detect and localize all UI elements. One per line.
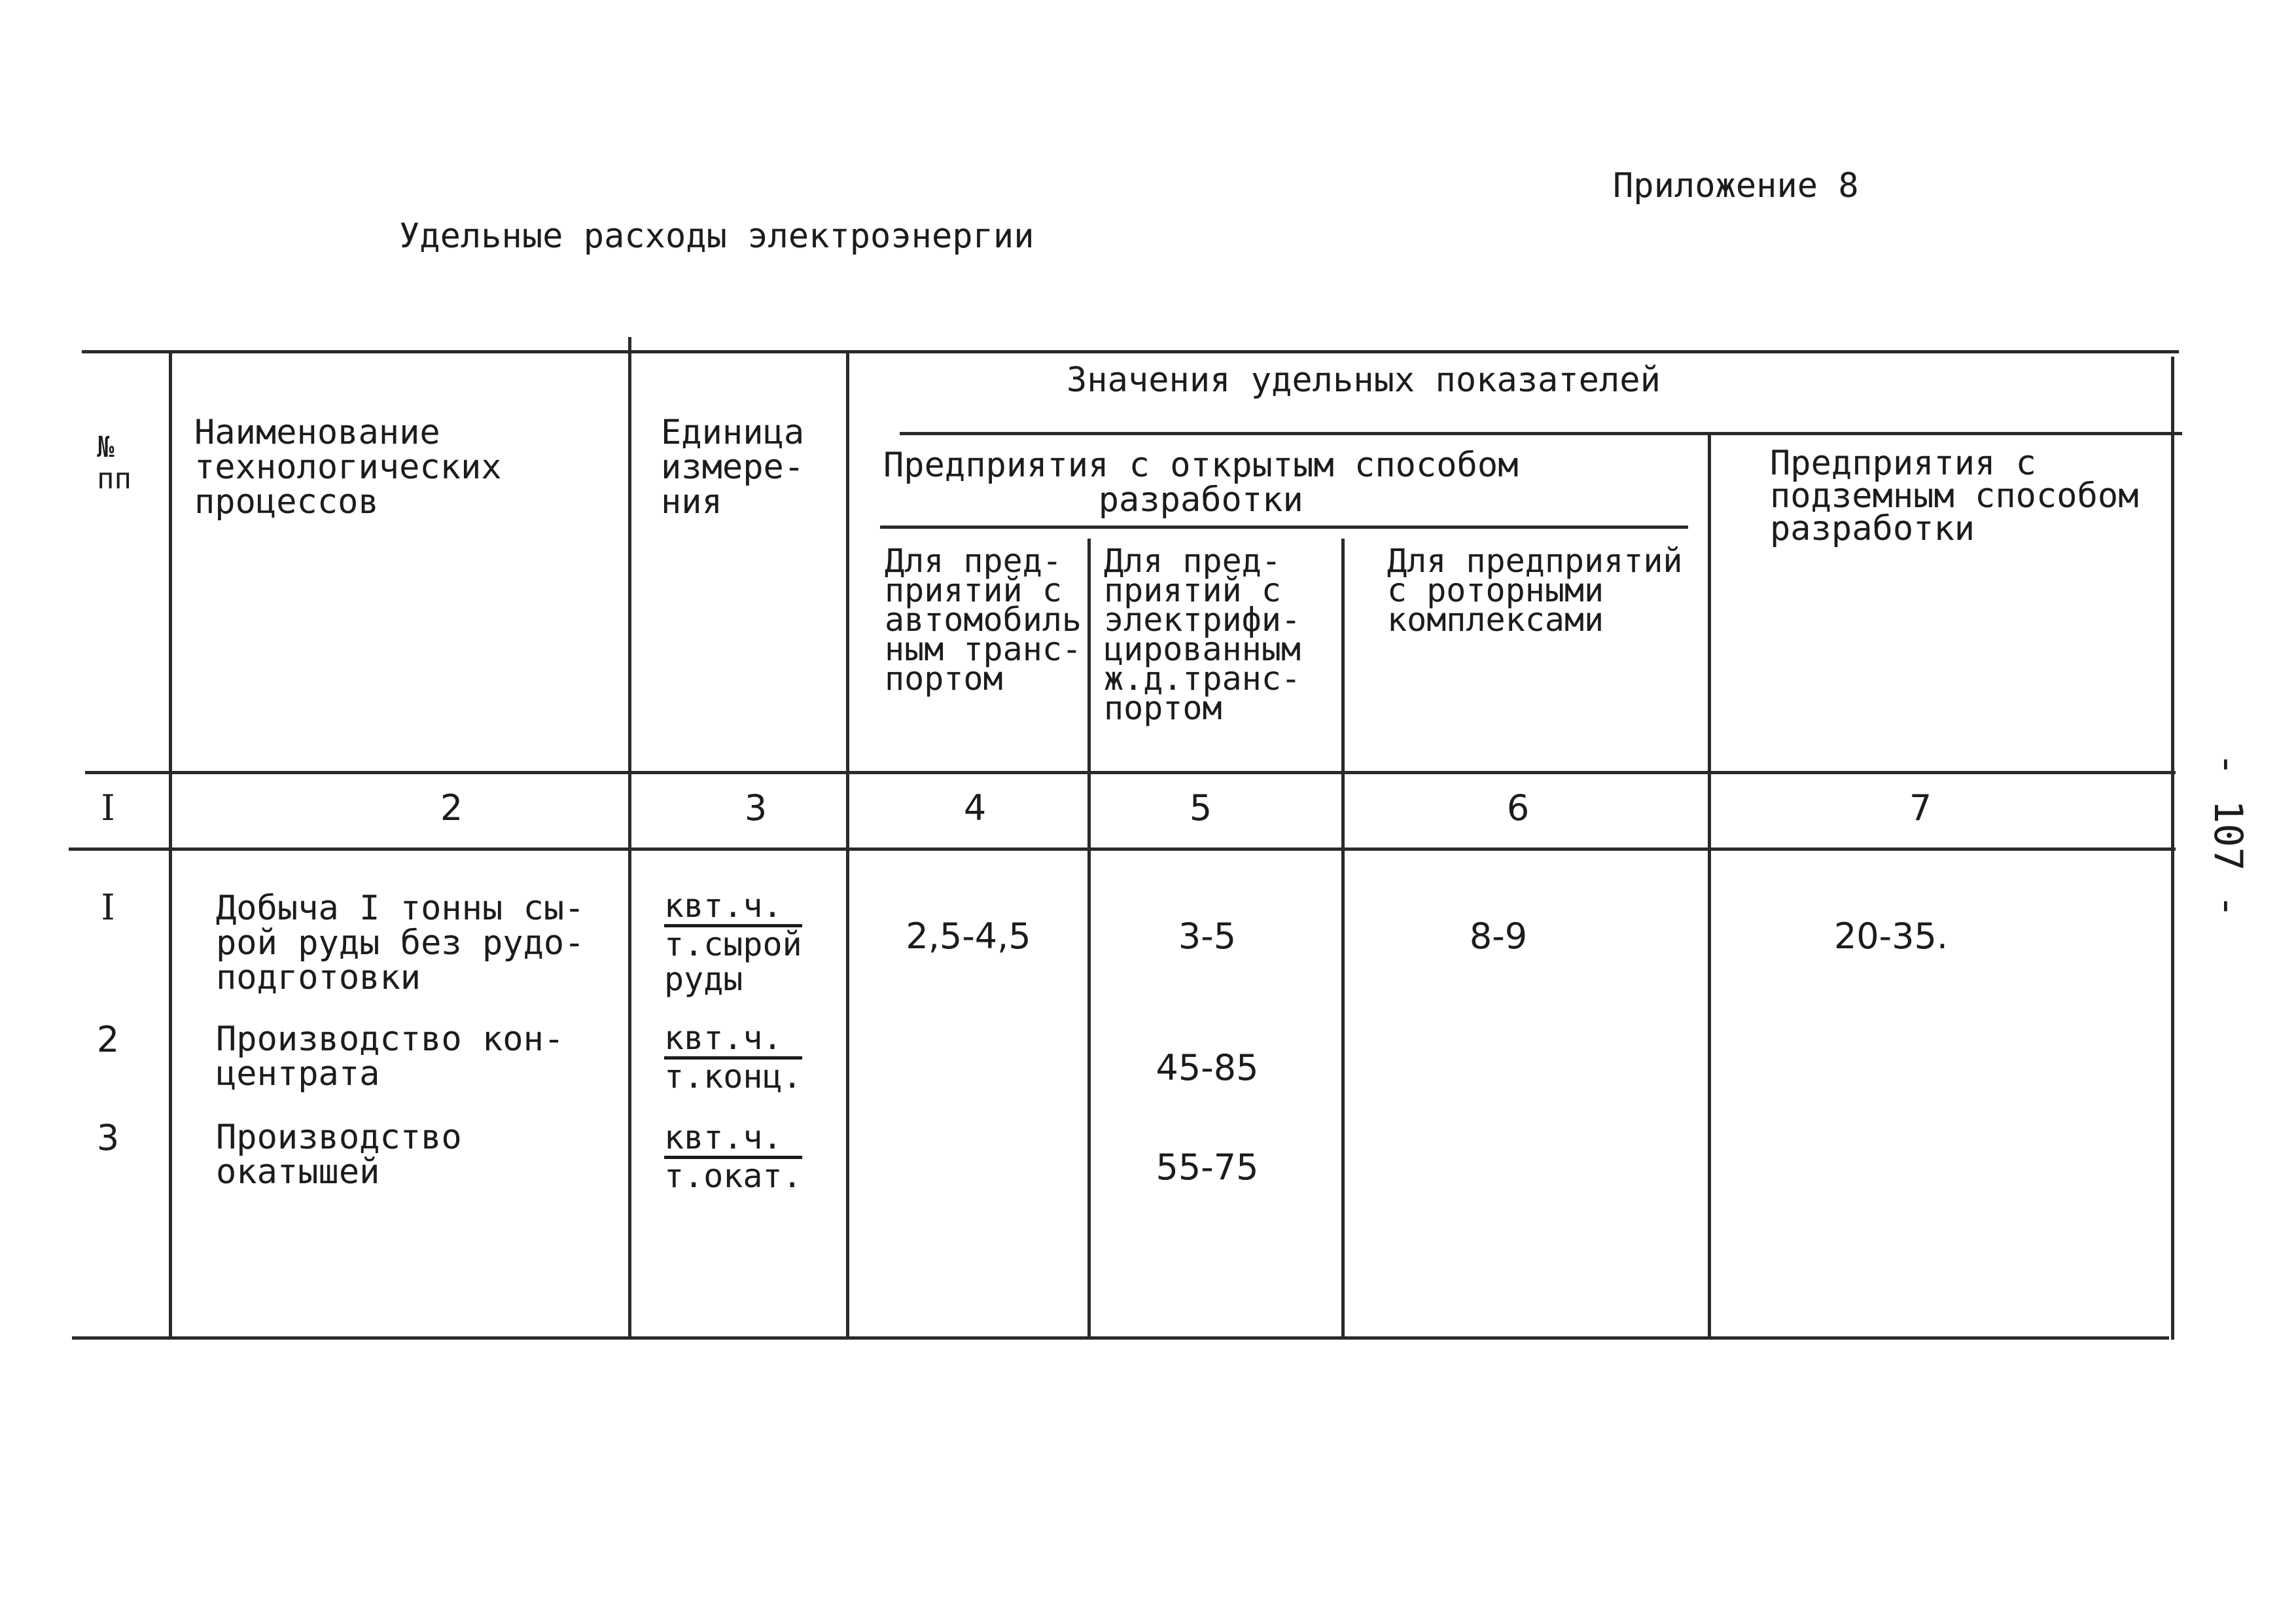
row-unit — [664, 889, 802, 997]
value-auto: 2,5-4,5 — [906, 916, 1031, 957]
col-number-6: 6 — [1506, 787, 1530, 829]
table-top-border — [82, 350, 2179, 353]
col-divider-4 — [1087, 539, 1091, 1340]
col-number-5: 5 — [1189, 787, 1212, 829]
row-process-name: Производство кон- центрата — [216, 1020, 565, 1094]
table-bottom-border — [72, 1336, 2169, 1340]
header-no: № пп — [97, 431, 132, 495]
header-values-group: Значения удельных показателей — [1067, 361, 1661, 400]
unit-numerator: квт.ч. — [664, 1120, 802, 1159]
value-rotor: 8-9 — [1469, 916, 1528, 957]
col-number-2: 2 — [440, 787, 463, 829]
col-divider-6 — [1708, 432, 1711, 1340]
header-rail-transport: Для пред- приятий с электрифи- цированным ж.д.транс- портом — [1104, 542, 1301, 727]
row-number: 2 — [96, 1019, 120, 1060]
col-divider-2 — [628, 337, 631, 1340]
row-number: I — [101, 887, 115, 928]
col-number-4: 4 — [963, 787, 987, 829]
page-number: - 107 - — [2205, 753, 2251, 918]
table-right-border — [2171, 357, 2174, 1340]
values-group-underline — [900, 432, 2182, 435]
header-auto-transport: Для пред- приятий с автомобиль ным транс- портом — [885, 542, 1082, 698]
row-process-name: Производство окатышей — [216, 1118, 462, 1192]
col-numbers-bottom-border — [69, 847, 2176, 851]
header-bottom-border — [85, 771, 2176, 774]
value-rail: 55-75 — [1156, 1147, 1259, 1188]
appendix-label: Приложение 8 — [1613, 166, 1859, 205]
value-rail: 45-85 — [1156, 1047, 1259, 1088]
header-open-pit: Предприятия с открытым способом разработки — [883, 446, 1519, 520]
unit-denominator-cont: руды — [664, 960, 743, 998]
row-process-name: Добыча I тонны сы- рой руды без рудо- подготовки — [216, 889, 585, 997]
row-number: 3 — [96, 1117, 120, 1158]
unit-denominator: т.сырой — [664, 925, 802, 963]
col-number-1: I — [101, 787, 115, 829]
unit-numerator: квт.ч. — [664, 889, 802, 927]
unit-numerator: квт.ч. — [664, 1021, 802, 1060]
col-number-3: 3 — [744, 787, 768, 829]
col-divider-3 — [846, 353, 849, 1340]
value-underground: 20-35. — [1833, 916, 1949, 957]
col-number-7: 7 — [1909, 787, 1932, 829]
unit-denominator: т.конц. — [664, 1058, 802, 1096]
col-divider-5 — [1341, 539, 1345, 1340]
header-underground: Предприятия с подземным способом разработки — [1770, 444, 2139, 548]
row-unit — [664, 1021, 802, 1094]
header-unit: Единица измере- ния — [661, 413, 805, 522]
unit-denominator: т.окат. — [664, 1157, 802, 1195]
open-pit-underline — [880, 526, 1688, 529]
row-unit — [664, 1120, 802, 1194]
col-divider-1 — [169, 353, 172, 1340]
header-rotor-complexes: Для предприятий с роторными комплексами — [1387, 542, 1683, 639]
value-rail: 3-5 — [1178, 916, 1237, 957]
header-process-name: Наименование технологических процессов — [194, 413, 502, 522]
document-title: Удельные расходы электроэнергии — [399, 217, 1034, 256]
